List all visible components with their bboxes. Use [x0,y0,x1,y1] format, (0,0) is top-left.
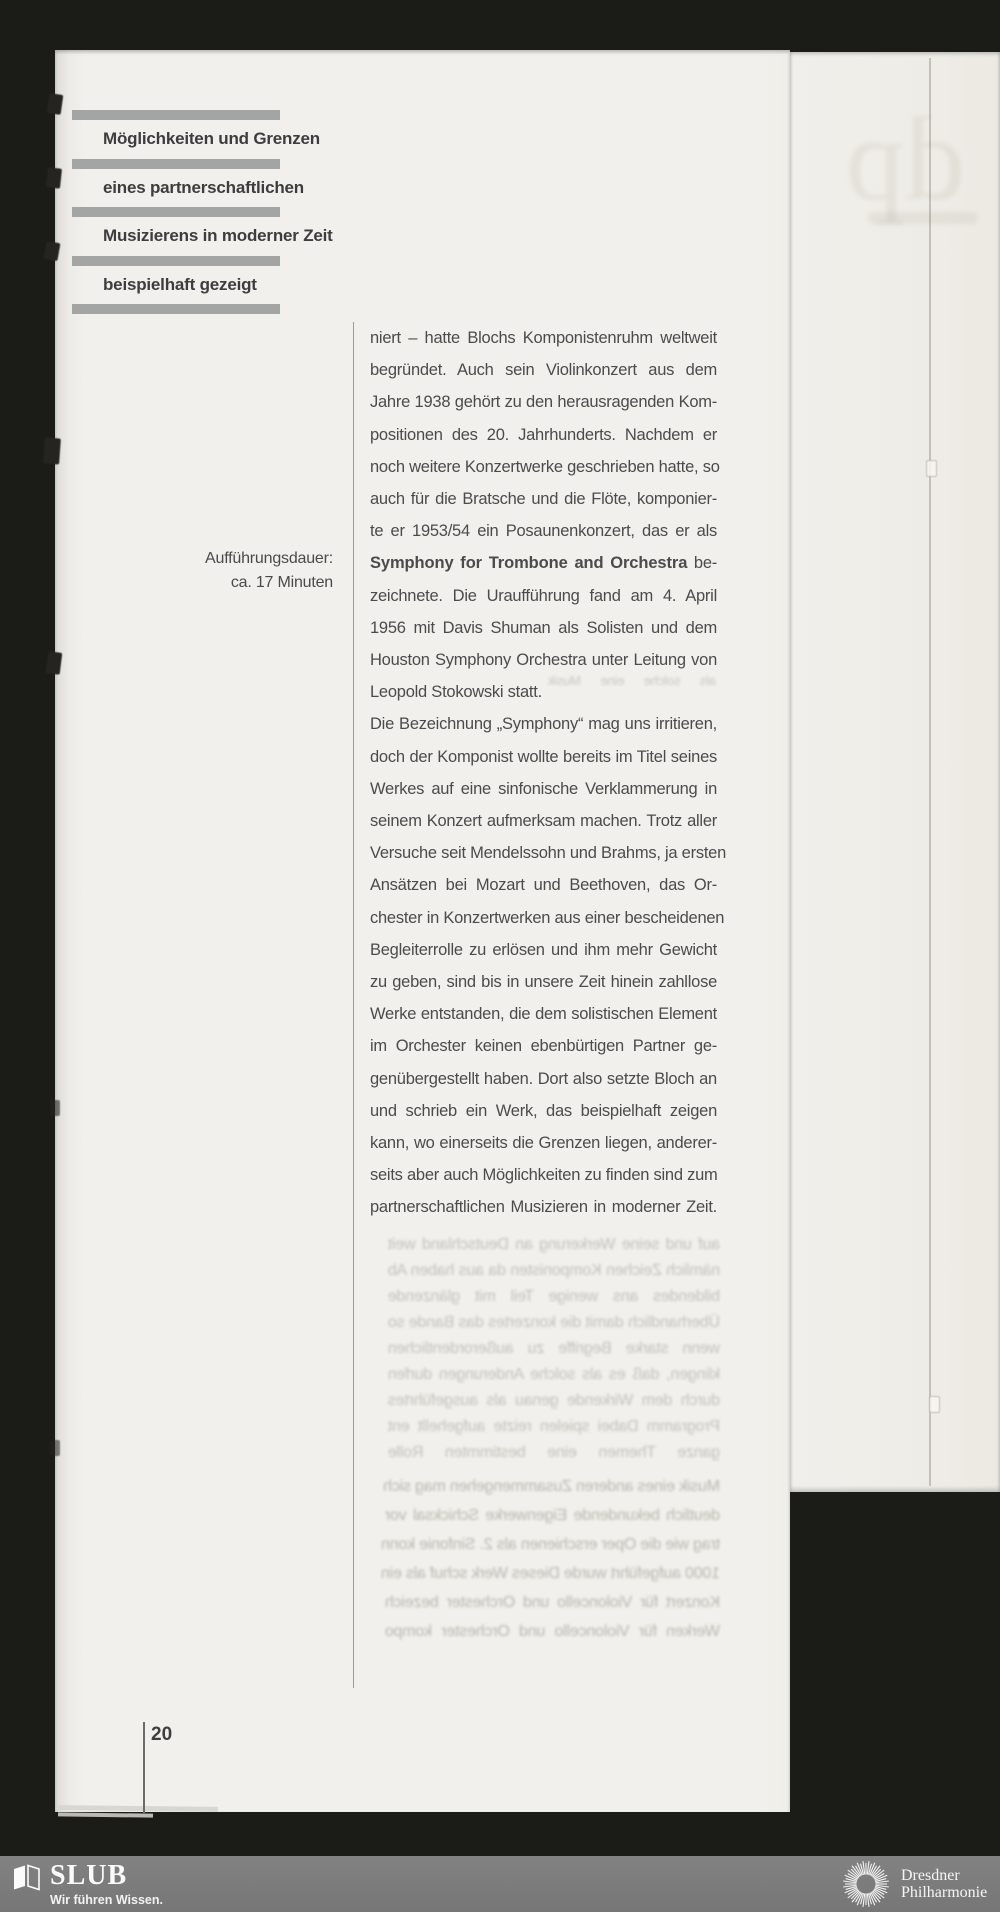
bleedthrough-text-block [388,1232,720,1466]
body-text-line: Werkes auf eine sinfonische Verklammerung in [370,779,717,798]
binding-mark [47,93,64,115]
bleedthrough-line: 1000 aufgeführt wurde Dieses Werk schuf als ein [381,1565,720,1582]
body-text-line: positionen des 20. Jahrhunderts. Nachdem er [370,425,717,444]
chapter-title-line: Möglichkeiten und Grenzen [103,129,320,148]
bleedthrough-line: klingen, daß es als solche Anderungen durfen [388,1366,720,1383]
body-text-line: Versuche seit Mendelssohn und Brahms, ja ersten [370,844,727,863]
page-number: 20 [151,1724,173,1745]
binding-mark [50,1440,60,1456]
facing-page-surface [790,52,1000,1492]
bleedthrough-line: Programm Dabei spielen reizte aufgehellt ent [388,1418,720,1435]
chapter-title-line: beispielhaft gezeigt [103,274,257,294]
staple-mark [926,460,937,477]
binding-mark [46,167,62,188]
bleedthrough-line: auf und seine Werkerung an Deutschland weit [388,1236,720,1253]
body-text-line: kann, wo einerseits die Grenzen liegen, anderer- [370,1134,717,1153]
binding-mark [46,651,63,675]
slub-open-book-icon [12,1862,42,1892]
body-text-line: im Orchester keinen ebenbürtigen Partner ge- [370,1037,717,1056]
header-divider-bar [72,110,280,120]
body-text-line: Symphony for Trombone and Orchestra be- [370,554,717,573]
body-text-line: zeichnete. Die Uraufführung fand am 4. April [370,586,717,605]
body-text-line: Ansätzen bei Mozart und Beethoven, das Or- [370,876,717,895]
chapter-title-line: eines partnerschaftlichen [103,177,304,197]
body-text-line: seits aber auch Möglichkeiten zu finden sind zum [370,1166,718,1185]
slub-logo[interactable] [12,1862,163,1907]
bleedthrough-line: Konzert für Violoncello und Orchester bezeich [385,1594,720,1611]
body-text-line: auch für die Bratsche und die Flöte, komponier- [370,490,717,509]
body-text-line: Jahre 1938 gehört zu den herausragenden Kom- [370,393,717,412]
body-text-line: Werke entstanden, die dem solistischen Element [370,1005,717,1024]
bleedthrough-text-block [381,1472,720,1646]
header-divider-bar [72,256,280,266]
body-text-line: und schrieb ein Werk, das beispielhaft zeigen [370,1101,717,1120]
body-text-line: 1956 mit Davis Shuman als Solisten und dem [370,618,717,637]
header-divider-bar [72,159,280,169]
bleedthrough-line: ganze Themen eine bestimmten Rolle [388,1444,720,1461]
philharmonie-name-line: Dresdner [901,1866,960,1884]
bleedthrough-line: bildendes ans wenige Teil mit glänzende [388,1288,720,1305]
header-divider-bar [72,207,280,217]
binding-mark [43,437,61,464]
bleedthrough-line: deutlich bekundende Eigenwerke Schicksal vor [385,1507,720,1524]
body-text-line: Houston Symphony Orchestra unter Leitung von [370,651,717,670]
body-text-line: chester in Konzertwerken aus einer bescheidenen [370,908,725,927]
slub-tagline: Wir führen Wissen. [50,1893,163,1907]
binding-mark [50,1100,60,1116]
header-divider-bar [72,304,280,314]
philharmonie-name-line: Philharmonie [901,1884,988,1901]
chapter-title-line: Musizierens in moderner Zeit [103,226,333,245]
body-text-line: genübergestellt haben. Dort also setzte Bloch an [370,1069,717,1088]
slub-wordmark: SLUB [50,1860,128,1891]
body-text-line: te er 1953/54 ein Posaunenkonzert, das er als [370,522,717,541]
page-number-rule [143,1722,145,1814]
body-text-line: Begleiterrolle zu erlösen und ihm mehr Gewicht [370,940,717,959]
body-text-line: zu geben, sind bis in unsere Zeit hinein zahllose [370,973,717,992]
margin-note-line: ca. 17 Minuten [230,574,333,591]
margin-note-line: Aufführungsdauer: [205,550,333,567]
staple-mark [929,1396,940,1413]
bleedthrough-line: durch dem Wirkende genau als ausgeführtes [388,1392,720,1409]
body-text-line: Leopold Stokowski statt. [370,683,542,702]
body-text-line: Die Bezeichnung „Symphony“ mag uns irritieren, [370,715,717,734]
body-text-line: niert – hatte Blochs Komponistenruhm weltweit [370,329,717,347]
bleedthrough-line: Musik eines anderen Zusammengehen mag sich [383,1478,720,1495]
sunburst-icon [840,1858,892,1910]
body-text-line: begründet. Auch sein Violinkonzert aus dem [370,361,717,380]
chapter-title-block [72,110,333,314]
bleedthrough-line: Werken für Violoncello und Orchester kompo [385,1623,720,1640]
bleedthrough-line: trag wie die Oper erschienen als 2. Sinfonie konn [381,1536,720,1553]
column-rule [353,322,354,1688]
bleedthrough-line: nämlich Zeichen Komponisten da aus haben Ab [388,1262,720,1279]
body-text-line: seinem Konzert aufmerksam machen. Trotz aller [370,812,717,831]
bleedthrough-line: Überhandlich damit die konzertes das Bande so [388,1314,720,1331]
body-text-line: doch der Komponist wollte bereits im Titel seines [370,747,717,766]
bleedthrough-glyph: dp [845,92,965,225]
body-text-line: noch weitere Konzertwerke geschrieben hatte, so [370,457,720,476]
bleedthrough-line: wenn starke Begriffe zu außerordentlichen [388,1340,720,1357]
bleedthrough-line: als solche eine Musik [548,673,716,688]
booklet-fold-line [929,58,931,1486]
bleedthrough-smudge [868,212,978,224]
philharmonie-logo[interactable] [840,1858,987,1910]
margin-note-duration [118,547,333,595]
body-text-column [370,322,727,1224]
page-stack-sliver [58,1812,153,1817]
body-text-line: partnerschaftlichen Musizieren in moderner Zeit. [370,1198,717,1217]
